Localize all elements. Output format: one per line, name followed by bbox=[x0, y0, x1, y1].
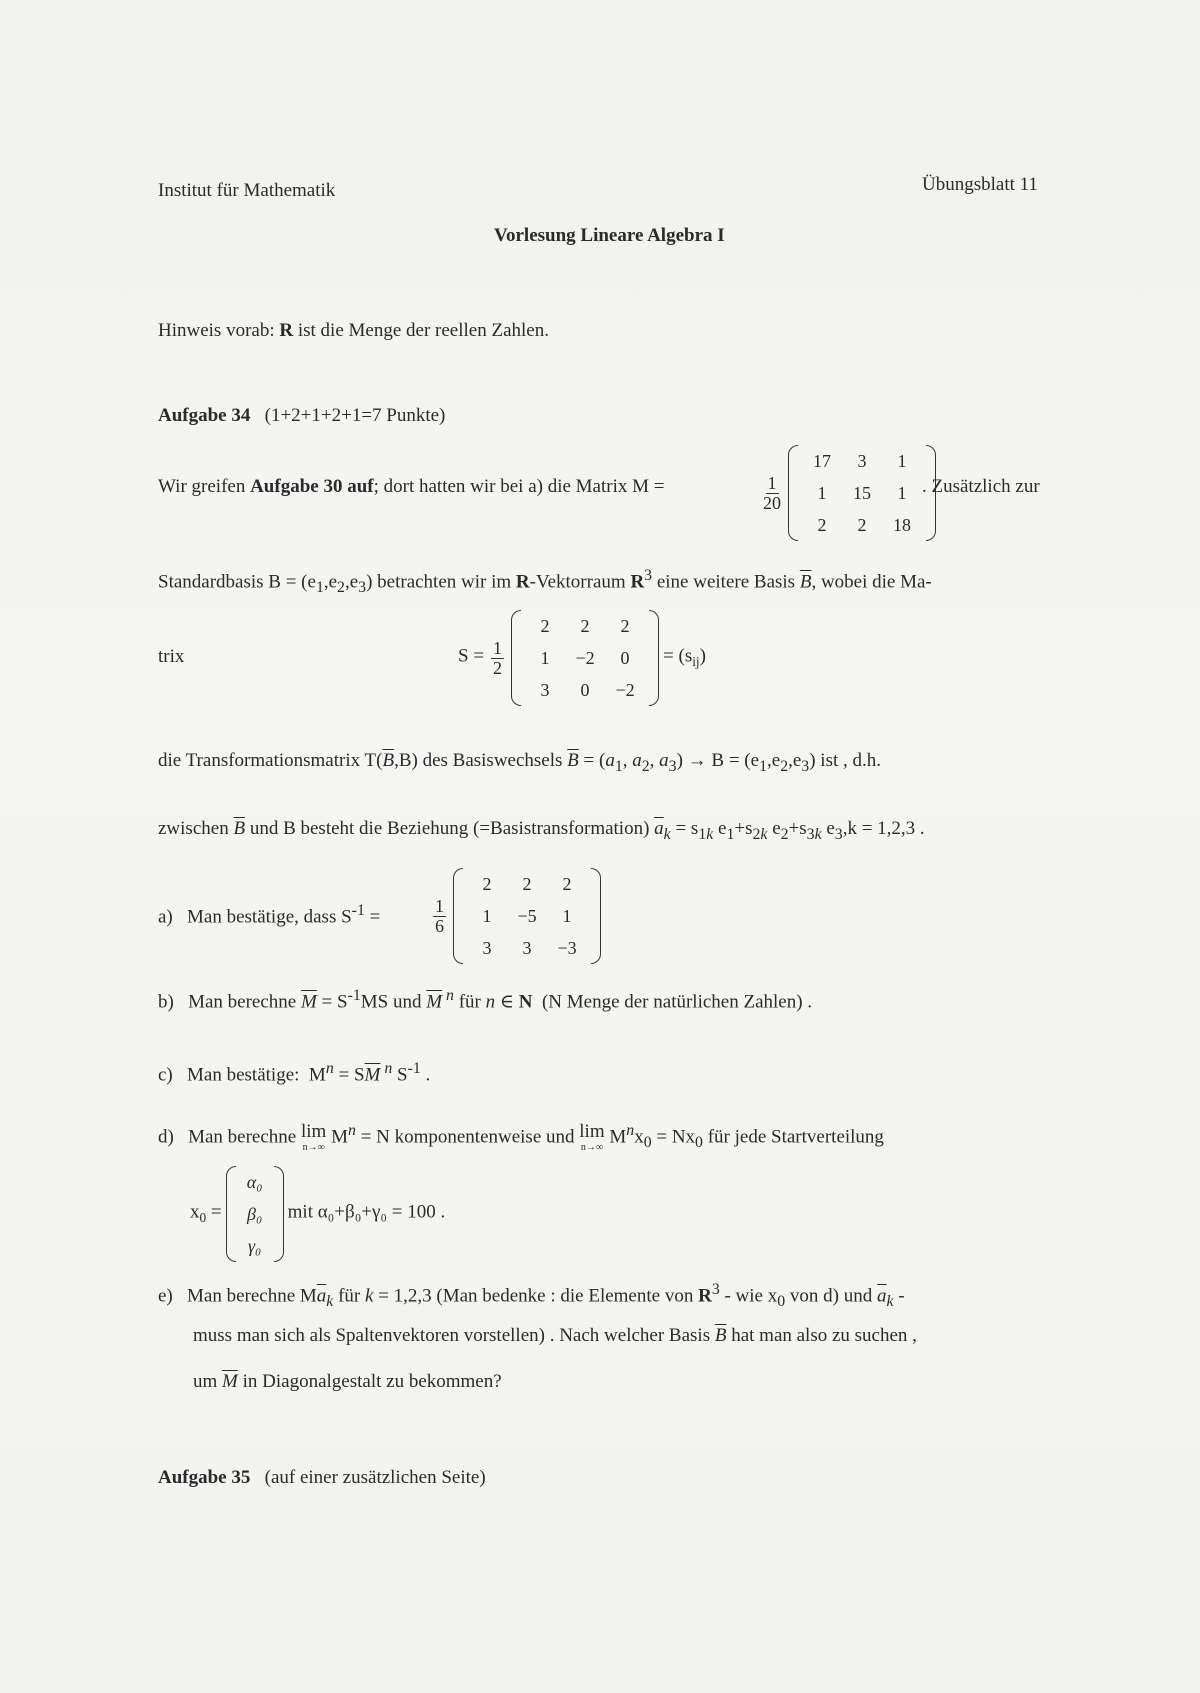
matrix-m bbox=[760, 445, 936, 541]
matrix-s-inverse-cell: 3 bbox=[522, 938, 532, 958]
line4-b: und B besteht die Beziehung (=Basistransformation) bbox=[249, 818, 650, 839]
task34-heading bbox=[158, 405, 445, 427]
x0-vector: $x_0$ = α₀ β₀ γ₀ mit α₀+β₀+γ₀ = 100 . bbox=[190, 1166, 445, 1262]
matrix-s-frac-den: 2 bbox=[493, 657, 503, 678]
matrix-m-frac-num: 1 bbox=[767, 472, 777, 493]
x0-label: x bbox=[190, 1201, 200, 1223]
intro-ref: Aufgabe 30 auf bbox=[250, 476, 374, 497]
subtask-e-text3: = 1,2,3 (Man bedenke : die Elemente von bbox=[378, 1285, 694, 1307]
note-prefix: Hinweis vorab: bbox=[158, 320, 275, 341]
subtask-a-label: a) bbox=[158, 906, 173, 928]
matrix-s-cell: 0 bbox=[580, 680, 590, 700]
x0-condition: mit α₀+β₀+γ₀ = 100 . bbox=[287, 1201, 446, 1223]
matrix-s-frac-num: 1 bbox=[493, 637, 503, 658]
subtask-c: c) Man bestätige: $M^n = S\overline{M}$ $^n$ $S^{-1}$ . bbox=[158, 1060, 431, 1086]
matrix-s-cell: 2 bbox=[580, 616, 590, 636]
subtask-e-line3-b: in Diagonalgestalt zu bekommen? bbox=[242, 1371, 502, 1392]
subtask-a-text: Man bestätige, dass S bbox=[187, 906, 352, 928]
intro-part-a: Wir greifen bbox=[158, 476, 246, 497]
matrix-s-inverse-frac-num: 1 bbox=[435, 895, 444, 916]
subtask-e: e) Man berechne $M\overline{a}_k$ für k = 1,2,3 (Man bedenke : die Elemente von $R^3$ - wie $x_0$ von d) und $\overline{a}_k$ - bbox=[158, 1281, 905, 1311]
subtask-e-line2-a: muss man sich als Spaltenvektoren vorstellen) . Nach welcher Basis bbox=[193, 1325, 711, 1346]
matrix-m-cell: 1 bbox=[897, 451, 907, 471]
matrix-s-inverse-cell: 2 bbox=[522, 874, 532, 894]
matrix-s-cell: 3 bbox=[540, 680, 550, 700]
subtask-d-text3: = Nx bbox=[656, 1126, 696, 1148]
matrix-m-cell: 18 bbox=[893, 515, 911, 535]
line2-f: eine weitere Basis bbox=[656, 571, 796, 593]
matrix-s-cell: 1 bbox=[540, 648, 550, 668]
matrix-s-inverse-fraction bbox=[433, 897, 446, 936]
subtask-e-text1: Man berechne M bbox=[187, 1285, 317, 1307]
subtask-b-text3: MS und bbox=[360, 991, 422, 1013]
line3-c: → B = (e bbox=[687, 750, 760, 771]
standard-basis-line: Standardbasis $B = (e_1,e_2,e_3)$ betrachten wir im R-Vektorraum $R^3$ eine weitere Basis $\overline{B}$, wobei die Ma- bbox=[158, 567, 932, 597]
subtask-e-text2: für bbox=[338, 1285, 361, 1307]
task34-label: Aufgabe 34 bbox=[158, 405, 251, 426]
limit-operator bbox=[301, 1122, 326, 1153]
subtask-b-text4: für bbox=[458, 991, 481, 1013]
matrix-s-inverse-cell: 1 bbox=[482, 906, 492, 926]
matrix-s-inverse-cell: −3 bbox=[557, 938, 577, 958]
line2-a: Standardbasis B = (e bbox=[158, 571, 316, 593]
subtask-b-text5: ∈ bbox=[499, 991, 514, 1013]
line2-d: -Vektorraum bbox=[529, 571, 626, 593]
matrix-m-frac-den: 20 bbox=[763, 492, 781, 513]
matrix-m-cell: 1 bbox=[897, 483, 907, 503]
subtask-d-text1: Man berechne bbox=[188, 1126, 297, 1148]
line3-b: ,B) des Basiswechsels bbox=[394, 750, 563, 771]
transform-line: die Transformationsmatrix $T(\overline{B},B)$ des Basiswechsels $\overline{B} = (a_1$, $a_2$, $a_3) \to B = (e_1,e_2,e_3)$ ist , d.h. bbox=[158, 750, 881, 775]
task35-text: (auf einer zusätzlichen Seite) bbox=[264, 1467, 486, 1488]
matrix-s-inverse-cell: 3 bbox=[482, 938, 492, 958]
subtask-b-text2: = S bbox=[321, 991, 348, 1013]
subtask-d-text4: für jede Startverteilung bbox=[707, 1126, 884, 1148]
subtask-d-label: d) bbox=[158, 1126, 174, 1148]
matrix-s-cell: 2 bbox=[540, 616, 550, 636]
subtask-e-label: e) bbox=[158, 1285, 173, 1307]
matrix-s-inverse-cell: 2 bbox=[562, 874, 572, 894]
matrix-s-equals: = (s bbox=[663, 645, 693, 667]
line4-a: zwischen bbox=[158, 818, 229, 839]
subtask-b-text6: (N Menge der natürlichen Zahlen) . bbox=[541, 991, 813, 1013]
subtask-e-line3-a: um bbox=[193, 1371, 218, 1392]
subtask-b: b) Man berechne $\overline{M} = S^{-1}MS$ und $\overline{M}$ $^n$ für n ∈ N (N Menge der natürlichen Zahlen) . bbox=[158, 987, 813, 1013]
matrix-s-cell: 2 bbox=[620, 616, 630, 636]
line2-e: R bbox=[630, 571, 645, 593]
matrix-s-inverse-cell: 1 bbox=[562, 906, 572, 926]
note-line bbox=[158, 320, 549, 342]
matrix-s-inverse-cell: −5 bbox=[517, 906, 537, 926]
matrix-m-cell: 3 bbox=[857, 451, 867, 471]
lim-word: lim bbox=[300, 1121, 327, 1142]
line4-f: ,k = 1,2,3 . bbox=[842, 818, 925, 839]
task34-points: (1+2+1+2+1=7 Punkte) bbox=[264, 405, 446, 426]
subtask-d-text2: = N komponentenweise und bbox=[360, 1126, 575, 1148]
matrix-m-cell: 17 bbox=[813, 451, 831, 471]
lim-sub: n→∞ bbox=[302, 1142, 325, 1153]
matrix-s-cell: 0 bbox=[620, 648, 630, 668]
subtask-e-line2-b: hat man also zu suchen , bbox=[731, 1325, 917, 1346]
matrix-m-cell: 2 bbox=[817, 515, 827, 535]
subtask-b-text1: Man berechne bbox=[188, 991, 297, 1013]
matrix-m-fraction bbox=[763, 474, 781, 513]
matrix-s-inverse-frac-den: 6 bbox=[435, 915, 444, 936]
intro-part-c: . Zusätzlich zur bbox=[922, 476, 1040, 497]
line4-d: e bbox=[718, 818, 727, 839]
subtask-e-line3: um $\overline{M}$ in Diagonalgestalt zu bekommen? bbox=[193, 1371, 502, 1392]
line3-d: ) ist , d.h. bbox=[809, 750, 881, 771]
line4-e: +s bbox=[734, 818, 753, 839]
subtask-e-text6: - bbox=[898, 1285, 905, 1307]
matrix-s-fraction bbox=[491, 639, 504, 678]
limit-operator-2 bbox=[579, 1122, 604, 1153]
matrix-m-cell: 2 bbox=[857, 515, 867, 535]
matrix-s-label: S = bbox=[458, 645, 485, 667]
subtask-c-label: c) bbox=[158, 1064, 173, 1086]
subtask-e-text5: von d) und bbox=[789, 1285, 873, 1307]
line4-c: = s bbox=[675, 818, 699, 839]
matrix-s-cell: −2 bbox=[615, 680, 635, 700]
institute-name: Institut für Mathematik bbox=[158, 180, 336, 201]
x0-gamma: γ₀ bbox=[247, 1236, 262, 1256]
line2-c: R bbox=[515, 571, 530, 593]
note-text: ist die Menge der reellen Zahlen. bbox=[297, 320, 549, 341]
task35-heading bbox=[158, 1467, 486, 1489]
subtask-b-label: b) bbox=[158, 991, 174, 1013]
task35-label: Aufgabe 35 bbox=[158, 1467, 251, 1488]
matrix-s-inverse bbox=[430, 868, 601, 964]
relation-line: zwischen $\overline{B}$ und B besteht die Beziehung (=Basistransformation) $\overline{a}_k = s_{1k}$ $e_1+s_{2k}$ $e_2+s_{3k}$ $e_3,k = 1,2,3$ . bbox=[158, 818, 925, 843]
x0-beta: β₀ bbox=[247, 1204, 263, 1224]
subtask-a: a) Man bestätige, dass $S^{-1}$ = bbox=[158, 902, 381, 928]
subtask-c-text: Man bestätige: bbox=[187, 1064, 300, 1086]
line2-b: ) betrachten wir im bbox=[366, 571, 512, 593]
matrix-m-cell: 1 bbox=[817, 483, 827, 503]
trix-word: trix bbox=[158, 646, 185, 667]
lim-sub-2: n→∞ bbox=[580, 1142, 603, 1153]
lecture-title: Vorlesung Lineare Algebra I bbox=[494, 225, 725, 246]
subtask-e-text4: - wie x bbox=[724, 1285, 778, 1307]
lim-word-2: lim bbox=[579, 1121, 605, 1142]
subtask-d: d) Man berechne lim n→∞ $M^n = N$ komponentenweise und lim n→∞ $M^nx_0 = Nx_0$ für jede Startverteilung bbox=[158, 1121, 884, 1153]
matrix-s-cell: −2 bbox=[575, 648, 595, 668]
intro-part-b: ; dort hatten wir bei a) die Matrix M = bbox=[373, 476, 665, 497]
note-symbol: R bbox=[279, 320, 294, 341]
line2-g: , wobei die Ma- bbox=[811, 571, 932, 593]
subtask-e-line2: muss man sich als Spaltenvektoren vorstellen) . Nach welcher Basis $\overline{B}$ hat man also zu suchen , bbox=[193, 1325, 917, 1346]
matrix-m-cell: 15 bbox=[853, 483, 871, 503]
matrix-s-inverse-cell: 2 bbox=[482, 874, 492, 894]
line3-a: die Transformationsmatrix T( bbox=[158, 750, 383, 771]
x0-alpha: α₀ bbox=[246, 1172, 263, 1192]
matrix-s: S = $\frac{1}{2}$ 2 2 2 1 −2 0 3 0 −2 = $(s_{ij})$ bbox=[458, 610, 706, 706]
sheet-number: Übungsblatt 11 bbox=[922, 174, 1038, 195]
task34-intro bbox=[158, 476, 665, 498]
